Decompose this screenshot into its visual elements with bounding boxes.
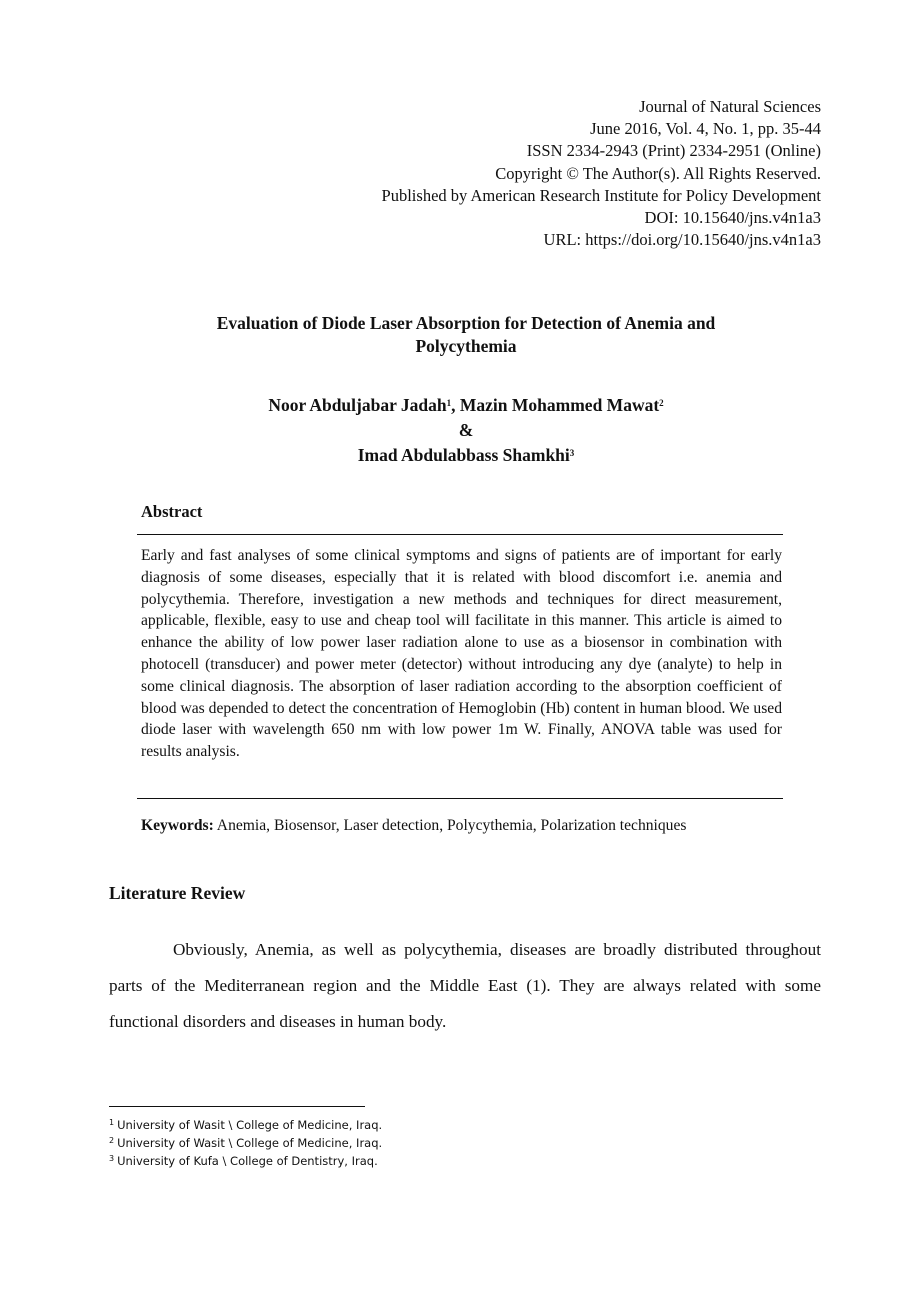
doi-line: DOI: 10.15640/jns.v4n1a3	[644, 208, 821, 228]
body-paragraph: Obviously, Anemia, as well as polycythemia, diseases are broadly distributed throughout parts of the Mediterranean region and the Middle East (1). They are always related with some functional disorders and diseases in human body.	[109, 940, 821, 1031]
footnote-divider	[109, 1106, 365, 1107]
title-line-1: Evaluation of Diode Laser Absorption for Detection of Anemia and	[216, 313, 716, 333]
author-2-affiliation-mark: 2	[659, 398, 664, 408]
journal-header	[261, 96, 821, 251]
author-3: Imad Abdulabbass Shamkhi	[357, 445, 570, 465]
authors-line-3	[130, 443, 802, 468]
author-1-affiliation-mark: 1	[446, 398, 452, 408]
journal-name: Journal of Natural Sciences	[639, 97, 821, 116]
authors-ampersand: &	[458, 420, 474, 440]
author-2: Mazin Mohammed Mawat	[459, 395, 660, 415]
footnote-3-number: 3	[109, 1154, 115, 1163]
footnote-1-number: 1	[109, 1118, 115, 1127]
abstract-text: Early and fast analyses of some clinical symptoms and signs of patients are of important for early diagnosis of some diseases, especially that it is related with blood discomfort i.e. anemia and polycythemia. Therefore, investigation a new methods and techniques for direct measurement, applicable, flexible, easy to use and cheap tool will facilitate in this manner. This article is aimed to enhance the ability of low power laser radiation alone to use as a biosensor in combination with photocell (transducer) and power meter (detector) without introducing any dye (analyte) to help in some clinical diagnosis. The absorption of laser radiation according to the absorption coefficient of blood was depended to detect the concentration of Hemoglobin (Hb) content in human blood. We used diode laser with wavelength 650 nm with low power 1m W. Finally, ANOVA table was used for results analysis.	[141, 547, 782, 761]
issn-info: ISSN 2334-2943 (Print) 2334-2951 (Online)	[526, 141, 821, 161]
author-1: Noor Abduljabar Jadah	[268, 395, 447, 415]
abstract-top-rule	[137, 534, 783, 535]
url-line[interactable]: URL: https://doi.org/10.15640/jns.v4n1a3	[543, 230, 821, 250]
author-separator: ,	[451, 395, 460, 415]
footnote-3-text: University of Kufa \ College of Dentistry, Iraq.	[117, 1154, 378, 1168]
footnote-1	[109, 1116, 609, 1134]
footnote-2-number: 2	[109, 1136, 115, 1145]
keywords	[141, 815, 782, 837]
section-heading-literature-review: Literature Review	[109, 883, 246, 903]
copyright-line: Copyright © The Author(s). All Rights Reserved.	[495, 163, 821, 183]
title-line-2: Polycythemia	[415, 336, 517, 356]
authors-line-1	[130, 393, 802, 418]
footnote-3	[109, 1152, 609, 1170]
keywords-text: Anemia, Biosensor, Laser detection, Polycythemia, Polarization techniques	[213, 817, 687, 834]
footnote-2	[109, 1134, 609, 1152]
footnotes	[109, 1116, 609, 1170]
footnote-1-text: University of Wasit \ College of Medicine, Iraq.	[117, 1118, 383, 1132]
author-3-affiliation-mark: 3	[569, 448, 575, 458]
issue-info: June 2016, Vol. 4, No. 1, pp. 35-44	[590, 119, 821, 139]
paper-title	[130, 312, 802, 358]
publisher-line: Published by American Research Institute for Policy Development	[381, 185, 821, 205]
author-list	[130, 393, 802, 468]
abstract-bottom-rule	[137, 798, 783, 799]
footnote-2-text: University of Wasit \ College of Medicine, Iraq.	[117, 1136, 383, 1150]
keywords-label: Keywords:	[141, 817, 214, 834]
abstract-heading: Abstract	[141, 502, 203, 521]
